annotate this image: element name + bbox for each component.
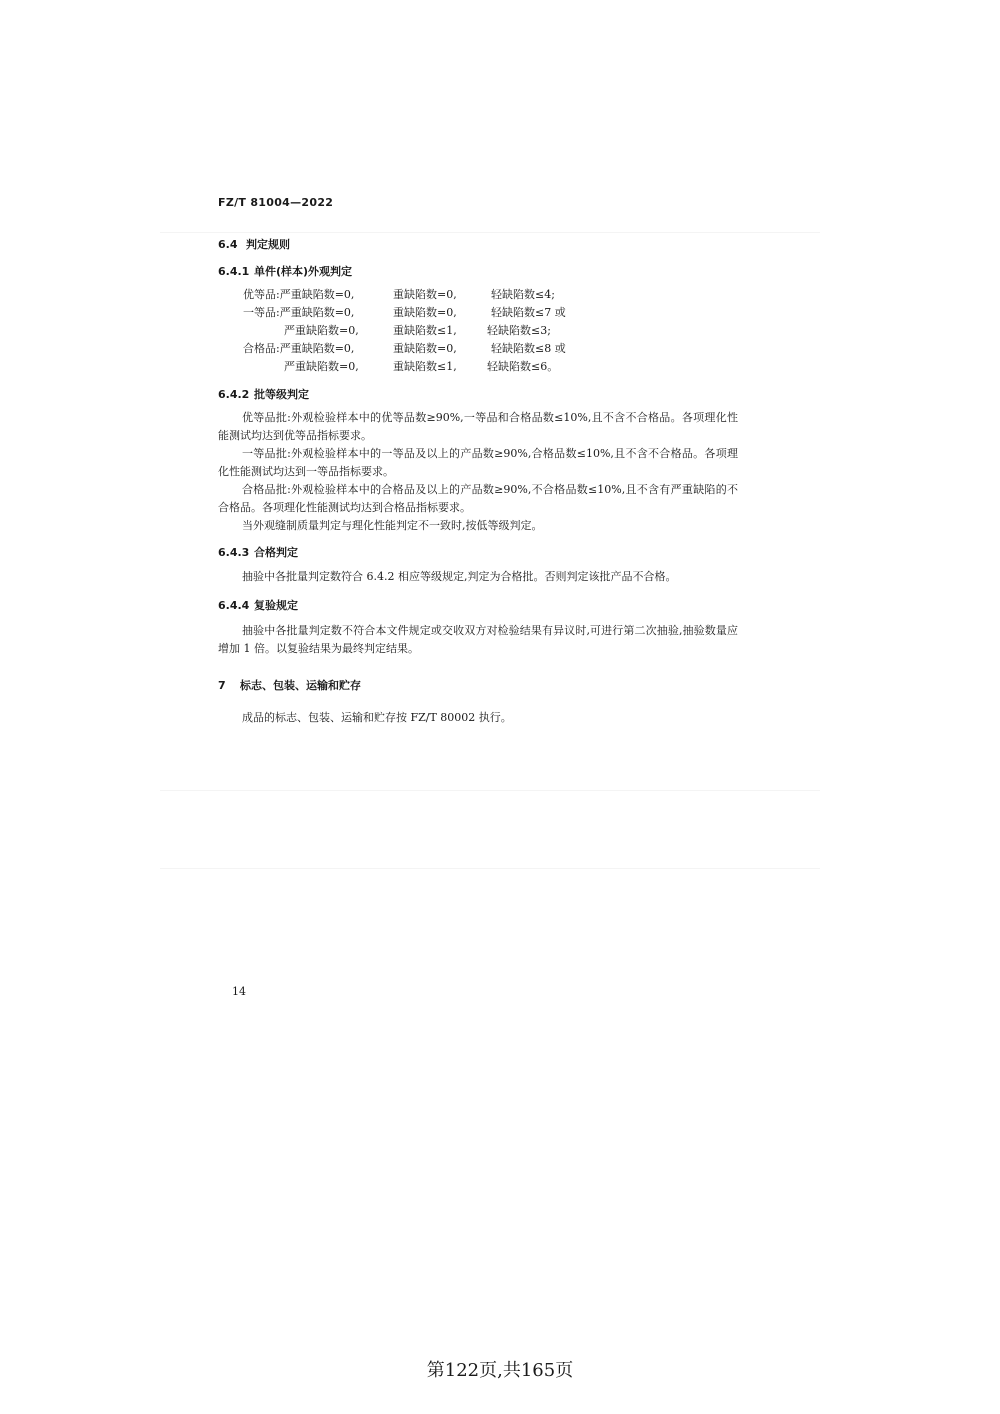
paragraph: 抽验中各批量判定数符合 6.4.2 相应等级规定,判定为合格批。否则判定该批产品不合格。 (242, 570, 677, 583)
grade-row-col1: 一等品:严重缺陷数=0, (243, 306, 355, 319)
grade-row-col3: 轻缺陷数≤8 或 (491, 342, 566, 355)
grade-row-col3: 轻缺陷数≤3; (487, 324, 551, 337)
paragraph: 一等品批:外观检验样本中的一等品及以上的产品数≥90%,合格品数≤10%,且不含不合格品。各项理化性能测试均达到一等品指标要求。 (218, 447, 738, 478)
standard-header: FZ/T 81004—2022 (218, 196, 334, 209)
grade-row-col2: 重缺陷数≤1, (393, 324, 457, 337)
grade-row-col1: 优等品:严重缺陷数=0, (243, 288, 355, 301)
section-number: 6.4.3 (218, 546, 250, 559)
section-number: 6.4.4 (218, 599, 250, 612)
section-title: 判定规则 (246, 238, 290, 251)
section-number: 6.4 (218, 238, 238, 251)
paragraph: 当外观缝制质量判定与理化性能判定不一致时,按低等级判定。 (242, 519, 543, 532)
section-number: 7 (218, 679, 226, 692)
section-heading-6-4-4 (218, 597, 298, 613)
grade-row-col1: 严重缺陷数=0, (284, 324, 359, 337)
section-heading-6-4-3 (218, 544, 298, 560)
page-number: 14 (232, 985, 246, 998)
page-footer: 第122页,共165页 (426, 1360, 574, 1381)
grade-row-col3: 轻缺陷数≤6。 (487, 360, 559, 373)
paragraph: 成品的标志、包装、运输和贮存按 FZ/T 80002 执行。 (242, 711, 512, 724)
section-heading-6-4-2 (218, 386, 309, 402)
paragraph: 优等品批:外观检验样本中的优等品数≥90%,一等品和合格品数≤10%,且不含不合格品。各项理化性能测试均达到优等品指标要求。 (218, 411, 738, 442)
grade-row-col3: 轻缺陷数≤4; (491, 288, 555, 301)
section-title: 复验规定 (254, 599, 298, 612)
grade-row-col2: 重缺陷数=0, (393, 342, 457, 355)
section-heading-6-4 (218, 236, 290, 252)
grade-row-col2: 重缺陷数≤1, (393, 360, 457, 373)
section-title: 批等级判定 (254, 388, 309, 401)
grade-row-col1: 严重缺陷数=0, (284, 360, 359, 373)
section-number: 6.4.1 (218, 265, 250, 278)
section-number: 6.4.2 (218, 388, 250, 401)
scan-line (160, 790, 820, 791)
grade-row-col2: 重缺陷数=0, (393, 288, 457, 301)
grade-row-col1: 合格品:严重缺陷数=0, (243, 342, 355, 355)
section-title: 单件(样本)外观判定 (254, 265, 353, 278)
section-heading-6-4-1 (218, 263, 352, 279)
section-title: 标志、包装、运输和贮存 (240, 679, 361, 692)
section-title: 合格判定 (254, 546, 298, 559)
section-heading-7 (218, 677, 361, 693)
scan-line (160, 868, 820, 869)
grade-row-col3: 轻缺陷数≤7 或 (491, 306, 566, 319)
grade-row-col2: 重缺陷数=0, (393, 306, 457, 319)
paragraph: 合格品批:外观检验样本中的合格品及以上的产品数≥90%,不合格品数≤10%,且不含有严重缺陷的不合格品。各项理化性能测试均达到合格品指标要求。 (218, 483, 738, 514)
scan-line (160, 232, 820, 233)
paragraph: 抽验中各批量判定数不符合本文件规定或交收双方对检验结果有异议时,可进行第二次抽验,抽验数量应增加 1 倍。以复验结果为最终判定结果。 (218, 624, 738, 655)
